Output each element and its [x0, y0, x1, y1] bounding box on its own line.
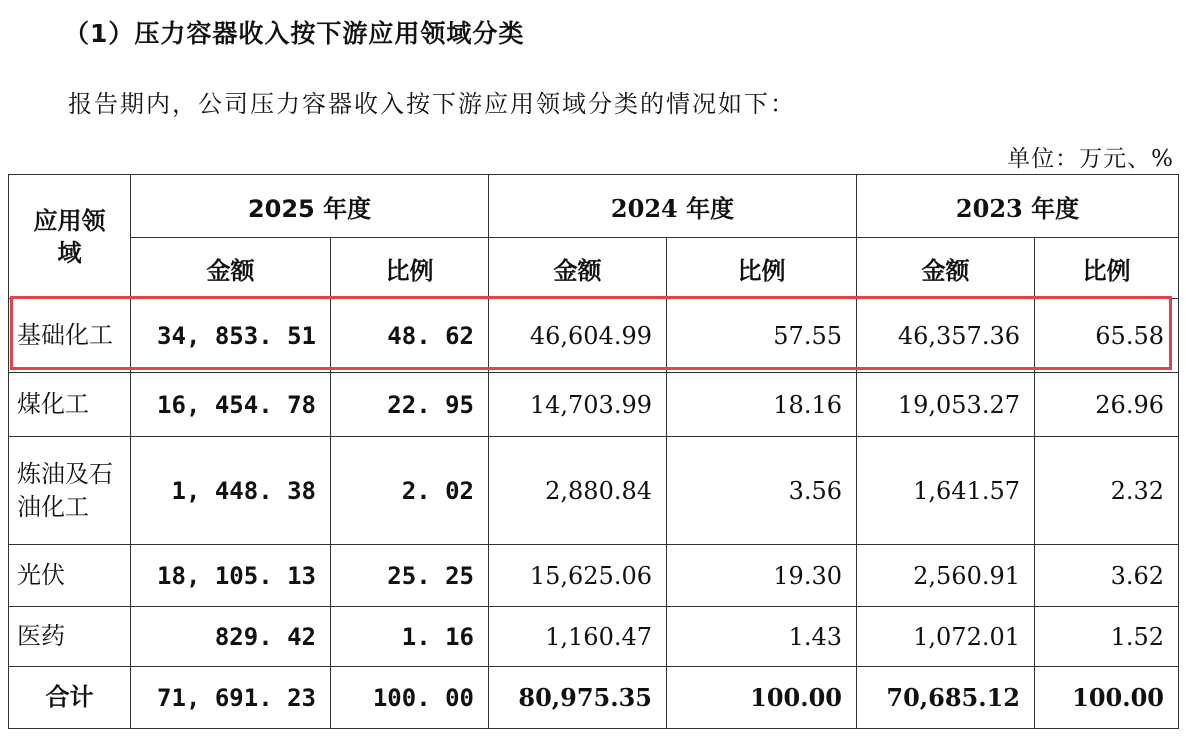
cell-value: 25. 25: [331, 545, 489, 607]
total-row: [9, 667, 1179, 729]
cell-value: 65.58: [1035, 299, 1179, 373]
year-header-2024: 2024 年度: [489, 175, 857, 238]
year-header-2025: 2025 年度: [131, 175, 489, 238]
cell-value: 2. 02: [331, 437, 489, 545]
cell-value: 100.00: [1035, 667, 1179, 729]
row-label: 煤化工: [9, 373, 131, 437]
cell-value: 100.00: [667, 667, 857, 729]
cell-value: 34, 853. 51: [131, 299, 331, 373]
cell-value: 1. 16: [331, 607, 489, 667]
cell-value: 19.30: [667, 545, 857, 607]
table-row: [9, 545, 1179, 607]
cell-value: 46,357.36: [857, 299, 1035, 373]
cell-value: 2,560.91: [857, 545, 1035, 607]
row-label: 光伏: [9, 545, 131, 607]
sub-header-ratio: 比例: [1035, 238, 1179, 299]
cell-value: 829. 42: [131, 607, 331, 667]
sub-header-ratio: 比例: [667, 238, 857, 299]
cell-value: 46,604.99: [489, 299, 667, 373]
cell-value: 18, 105. 13: [131, 545, 331, 607]
cell-value: 1,641.57: [857, 437, 1035, 545]
cell-value: 1.52: [1035, 607, 1179, 667]
cell-value: 2,880.84: [489, 437, 667, 545]
cell-value: 3.56: [667, 437, 857, 545]
cell-value: 70,685.12: [857, 667, 1035, 729]
table-row: [9, 373, 1179, 437]
cell-value: 26.96: [1035, 373, 1179, 437]
cell-value: 100. 00: [331, 667, 489, 729]
cell-value: 1, 448. 38: [131, 437, 331, 545]
unit-label: 单位：万元、%: [1007, 146, 1174, 172]
cell-value: 2.32: [1035, 437, 1179, 545]
sub-header-amount: 金额: [857, 238, 1035, 299]
cell-value: 71, 691. 23: [131, 667, 331, 729]
cell-value: 15,625.06: [489, 545, 667, 607]
table-row: [9, 607, 1179, 667]
cell-value: 19,053.27: [857, 373, 1035, 437]
cell-value: 1,160.47: [489, 607, 667, 667]
cell-value: 1,072.01: [857, 607, 1035, 667]
row-label: 合计: [9, 667, 131, 729]
sub-header-amount: 金额: [489, 238, 667, 299]
section-heading: （1）压力容器收入按下游应用领域分类: [64, 19, 525, 48]
cell-value: 80,975.35: [489, 667, 667, 729]
cell-value: 1.43: [667, 607, 857, 667]
cell-value: 3.62: [1035, 545, 1179, 607]
row-label: 炼油及石油化工: [9, 437, 131, 545]
cell-value: 18.16: [667, 373, 857, 437]
corner-header: 应用领域: [9, 175, 131, 299]
table-row: [9, 437, 1179, 545]
cell-value: 16, 454. 78: [131, 373, 331, 437]
year-header-2023: 2023 年度: [857, 175, 1179, 238]
table-row: [9, 299, 1179, 373]
sub-header-ratio: 比例: [331, 238, 489, 299]
intro-text: 报告期内，公司压力容器收入按下游应用领域分类的情况如下：: [68, 90, 796, 118]
cell-value: 22. 95: [331, 373, 489, 437]
revenue-table: [8, 174, 1179, 729]
row-label: 基础化工: [9, 299, 131, 373]
cell-value: 57.55: [667, 299, 857, 373]
sub-header-amount: 金额: [131, 238, 331, 299]
cell-value: 48. 62: [331, 299, 489, 373]
row-label: 医药: [9, 607, 131, 667]
cell-value: 14,703.99: [489, 373, 667, 437]
